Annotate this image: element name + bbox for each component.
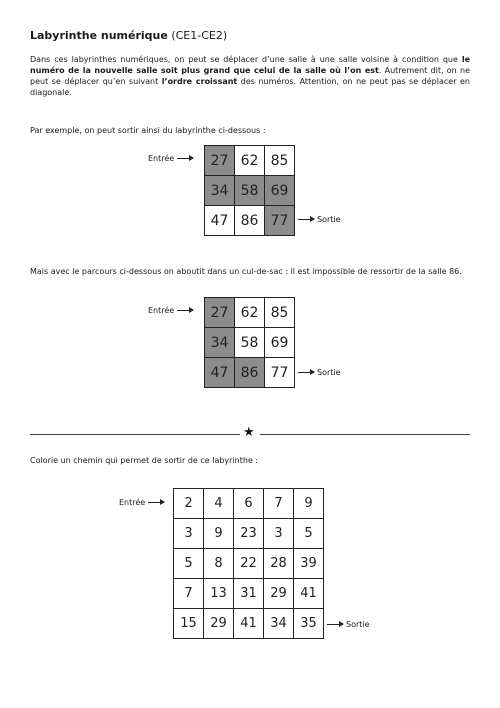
grid-cell[interactable]: 9 — [294, 489, 324, 519]
example2-entry-label — [148, 306, 193, 315]
grid-cell[interactable]: 34 — [264, 609, 294, 639]
exit-text: Sortie — [346, 620, 370, 629]
grid-cell[interactable]: 13 — [204, 579, 234, 609]
grid-cell[interactable]: 41 — [294, 579, 324, 609]
exercise-entry-label — [119, 498, 164, 507]
exercise-grid — [173, 488, 324, 639]
intro-paragraph — [30, 54, 470, 98]
grid-row — [174, 519, 324, 549]
grid-cell[interactable]: 5 — [294, 519, 324, 549]
intro-part-1: Dans ces labyrinthes numériques, on peut se déplacer d’une salle à une salle voisine à condition que — [30, 55, 462, 64]
arrow-right-icon — [298, 219, 314, 220]
grid-cell: 47 — [205, 358, 235, 388]
grid-row — [205, 146, 295, 176]
exit-text: Sortie — [317, 368, 341, 377]
exercise-text: Colorie un chemin qui permet de sortir de ce labyrinthe : — [30, 456, 259, 465]
grid-cell: 77 — [265, 358, 295, 388]
grid-cell[interactable]: 28 — [264, 549, 294, 579]
grid-cell: 58 — [235, 176, 265, 206]
grid-cell[interactable]: 41 — [234, 609, 264, 639]
grid-cell[interactable]: 29 — [264, 579, 294, 609]
grid-cell[interactable]: 3 — [264, 519, 294, 549]
example2-exit-label — [298, 368, 341, 377]
grid-cell: 86 — [235, 358, 265, 388]
grid-cell: 69 — [265, 176, 295, 206]
star-icon: ★ — [243, 425, 255, 440]
grid-row — [205, 328, 295, 358]
grid-cell[interactable]: 7 — [174, 579, 204, 609]
arrow-right-icon — [298, 372, 314, 373]
grid-cell[interactable]: 23 — [234, 519, 264, 549]
grid-cell[interactable]: 4 — [204, 489, 234, 519]
example1-text: Par exemple, on peut sortir ainsi du labyrinthe ci-dessous : — [30, 126, 266, 135]
grid-cell[interactable]: 2 — [174, 489, 204, 519]
entry-text: Entrée — [148, 154, 175, 163]
grid-cell[interactable]: 8 — [204, 549, 234, 579]
grid-row — [174, 549, 324, 579]
example2-text: Mais avec le parcours ci-dessous on aboutit dans un cul-de-sac : il est impossible de ressortir de la salle 86. — [30, 267, 462, 276]
grid-cell: 85 — [265, 298, 295, 328]
grid-row — [174, 609, 324, 639]
entry-text: Entrée — [119, 498, 146, 507]
grid-cell: 47 — [205, 206, 235, 236]
example1-entry-label — [148, 154, 193, 163]
grid-cell: 69 — [265, 328, 295, 358]
grid-row — [205, 298, 295, 328]
grid-cell[interactable]: 6 — [234, 489, 264, 519]
arrow-right-icon — [148, 502, 164, 503]
grid-cell[interactable]: 31 — [234, 579, 264, 609]
grid-cell: 58 — [235, 328, 265, 358]
title-level: (CE1-CE2) — [167, 29, 228, 42]
separator-line-left — [30, 434, 240, 435]
grid-cell: 62 — [235, 298, 265, 328]
page-title — [30, 29, 227, 42]
arrow-right-icon — [177, 310, 193, 311]
grid-cell: 27 — [205, 298, 235, 328]
grid-cell: 27 — [205, 146, 235, 176]
intro-part-2: . Autrement dit, on ne peut se déplacer qu’en suivant — [30, 66, 470, 86]
grid-cell: 34 — [205, 328, 235, 358]
example1-exit-label — [298, 215, 341, 224]
grid-cell[interactable]: 9 — [204, 519, 234, 549]
grid-cell[interactable]: 5 — [174, 549, 204, 579]
grid-row — [205, 176, 295, 206]
grid-row — [205, 358, 295, 388]
grid-cell[interactable]: 15 — [174, 609, 204, 639]
intro-increasing-order: l’ordre croissant — [161, 77, 238, 86]
exit-text: Sortie — [317, 215, 341, 224]
grid-cell[interactable]: 22 — [234, 549, 264, 579]
arrow-right-icon — [327, 624, 343, 625]
title-main: Labyrinthe numérique — [30, 29, 168, 42]
grid-cell: 86 — [235, 206, 265, 236]
entry-text: Entrée — [148, 306, 175, 315]
grid-cell: 85 — [265, 146, 295, 176]
intro-part-3: des numéros. Attention, on ne peut pas se déplacer en diagonale. — [30, 77, 471, 97]
grid-cell[interactable]: 3 — [174, 519, 204, 549]
grid-cell: 77 — [265, 206, 295, 236]
grid-row — [174, 489, 324, 519]
grid-cell: 34 — [205, 176, 235, 206]
grid-cell[interactable]: 7 — [264, 489, 294, 519]
grid-cell[interactable]: 35 — [294, 609, 324, 639]
example2-grid — [204, 297, 295, 388]
grid-cell: 62 — [235, 146, 265, 176]
grid-row — [205, 206, 295, 236]
example1-grid — [204, 145, 295, 236]
grid-row — [174, 579, 324, 609]
exercise-exit-label — [327, 620, 370, 629]
intro-rule: le numéro de la nouvelle salle soit plus grand que celui de la salle où l’on est — [30, 55, 470, 75]
separator-line-right — [260, 434, 470, 435]
arrow-right-icon — [177, 158, 193, 159]
grid-cell[interactable]: 39 — [294, 549, 324, 579]
grid-cell[interactable]: 29 — [204, 609, 234, 639]
